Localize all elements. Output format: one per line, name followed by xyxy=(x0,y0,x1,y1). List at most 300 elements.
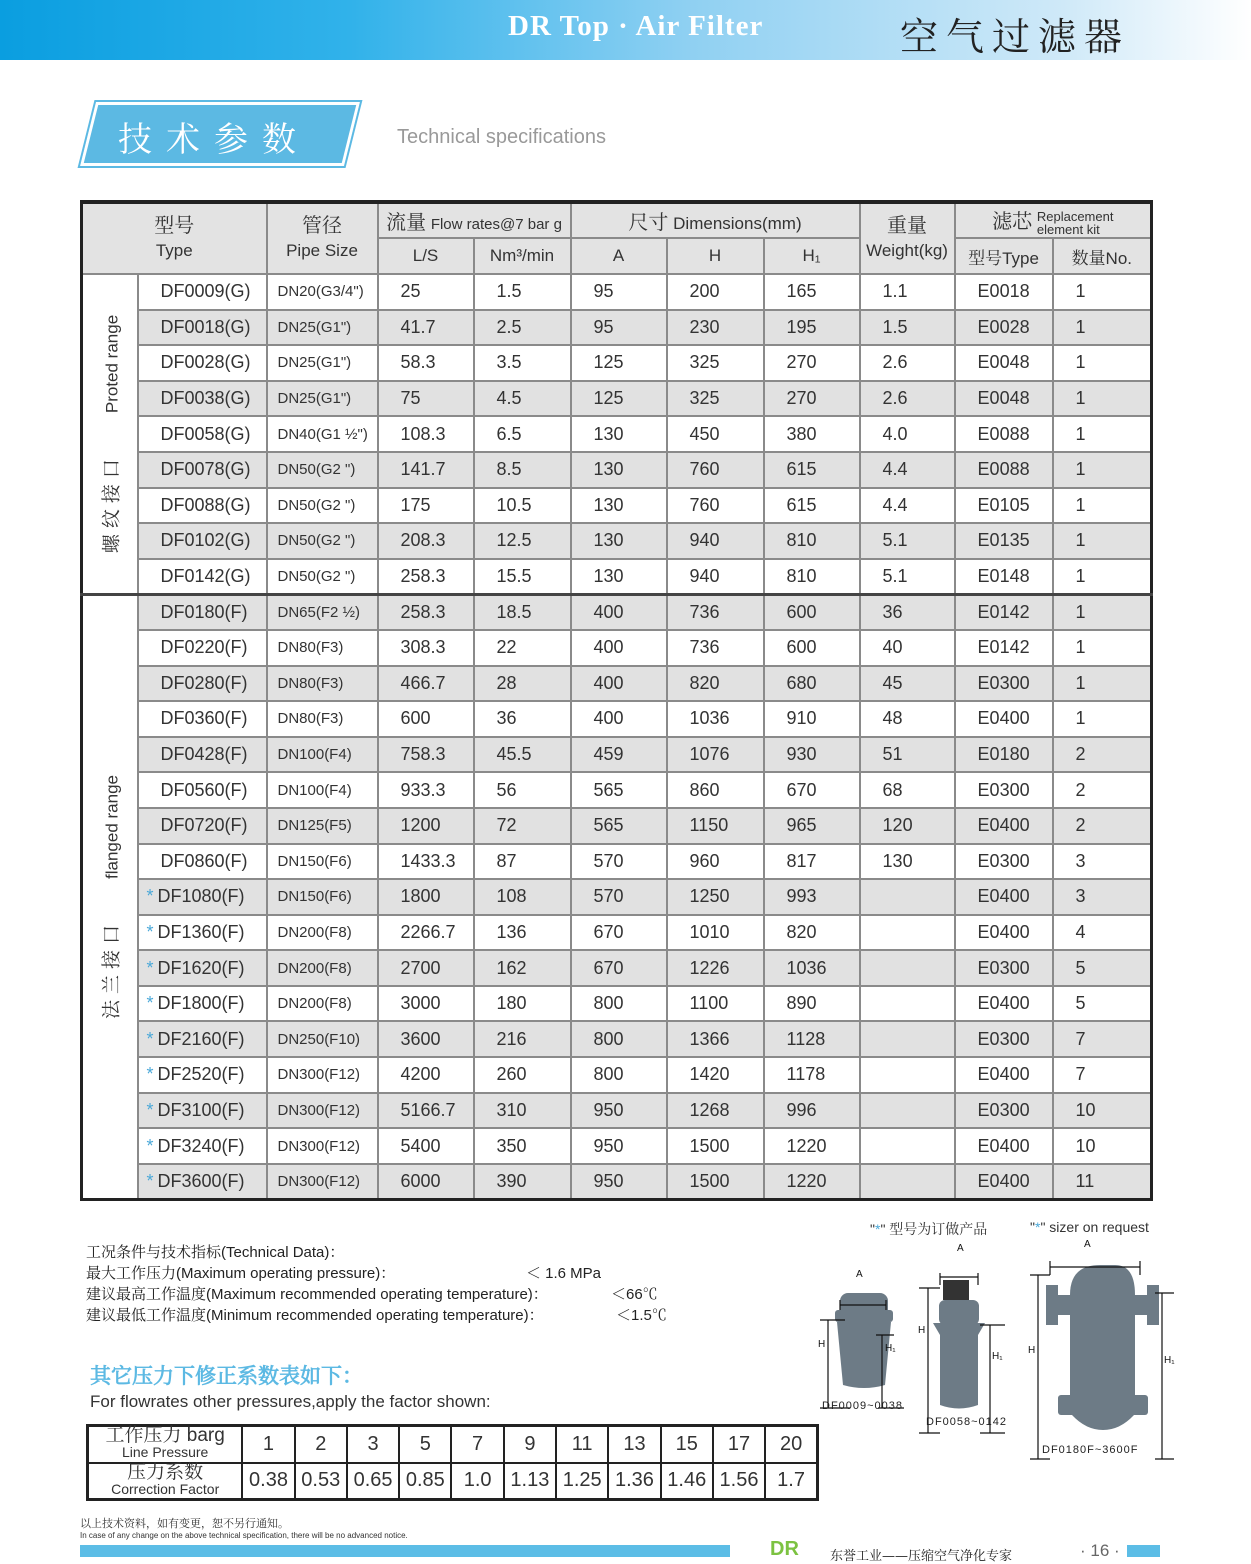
spec-table xyxy=(80,200,1153,1201)
cell-pipe: DN40(G1 ½") xyxy=(267,416,378,452)
header-h1: H₁ xyxy=(764,238,860,274)
cell-h: 450 xyxy=(667,416,764,452)
factor-value: 1.46 xyxy=(661,1463,713,1500)
cell-no: 7 xyxy=(1053,1021,1152,1057)
pressure-value: 11 xyxy=(556,1426,608,1463)
custom-star-icon: * xyxy=(146,886,154,907)
cell-ls: 933.3 xyxy=(378,772,474,808)
cell-ls: 3000 xyxy=(378,986,474,1022)
cell-no: 11 xyxy=(1053,1164,1152,1200)
cell-pipe: DN50(G2 ") xyxy=(267,559,378,595)
cell-kit: E0300 xyxy=(955,1093,1053,1129)
cell-ls: 308.3 xyxy=(378,630,474,666)
cell-a: 125 xyxy=(571,381,667,417)
cell-kit: E0048 xyxy=(955,345,1053,381)
cell-h1: 680 xyxy=(764,666,860,702)
cell-h: 860 xyxy=(667,772,764,808)
tech-data-title: 工况条件与技术指标(Technical Data)： xyxy=(86,1244,345,1261)
cell-w: 120 xyxy=(860,808,955,844)
cell-kit: E0400 xyxy=(955,808,1053,844)
cell-a: 400 xyxy=(571,666,667,702)
cell-pipe: DN200(F8) xyxy=(267,950,378,986)
cell-no: 5 xyxy=(1053,950,1152,986)
cell-nm: 162 xyxy=(474,950,571,986)
table-row xyxy=(82,1057,1152,1093)
cell-ls: 175 xyxy=(378,488,474,524)
cell-no: 1 xyxy=(1053,630,1152,666)
cell-w xyxy=(860,1057,955,1093)
pressure-value: 20 xyxy=(765,1426,817,1463)
figure-label: DF0009~0038 xyxy=(822,1400,904,1412)
cell-h: 940 xyxy=(667,523,764,559)
cell-ls: 466.7 xyxy=(378,666,474,702)
custom-star-icon: * xyxy=(146,1028,154,1049)
cell-w xyxy=(860,986,955,1022)
cell-type: DF0028(G) xyxy=(138,345,267,381)
table-row xyxy=(82,274,1152,310)
cell-pipe: DN300(F12) xyxy=(267,1093,378,1129)
cell-w xyxy=(860,1128,955,1164)
header-dimensions: 尺寸 Dimensions(mm) xyxy=(571,202,860,238)
cell-a: 130 xyxy=(571,559,667,595)
factor-value: 0.85 xyxy=(399,1463,451,1500)
header-pipe: 管径 Pipe Size xyxy=(267,202,378,274)
cell-kit: E0400 xyxy=(955,701,1053,737)
cell-w xyxy=(860,950,955,986)
custom-note-cn: "*" 型号为订做产品 xyxy=(870,1221,988,1237)
cell-nm: 1.5 xyxy=(474,274,571,310)
cell-kit: E0300 xyxy=(955,1021,1053,1057)
cell-a: 400 xyxy=(571,594,667,630)
cell-w: 1.1 xyxy=(860,274,955,310)
pressure-value: 2 xyxy=(295,1426,347,1463)
cell-h: 200 xyxy=(667,274,764,310)
cell-ls: 1433.3 xyxy=(378,844,474,880)
cell-a: 570 xyxy=(571,879,667,915)
cell-h1: 810 xyxy=(764,523,860,559)
cell-h1: 1128 xyxy=(764,1021,860,1057)
cell-pipe: DN300(F12) xyxy=(267,1164,378,1200)
cell-no: 1 xyxy=(1053,594,1152,630)
cell-kit: E0028 xyxy=(955,310,1053,346)
cell-h1: 890 xyxy=(764,986,860,1022)
cell-kit: E0142 xyxy=(955,594,1053,630)
dim-label-a: A xyxy=(957,1243,964,1254)
cell-pipe: DN150(F6) xyxy=(267,844,378,880)
cell-nm: 87 xyxy=(474,844,571,880)
tech-label: 建议最高工作温度(Maximum recommended operating temperature)： xyxy=(86,1286,548,1303)
figure-label: DF0180F~3600F xyxy=(1042,1444,1139,1456)
dim-label-h: H xyxy=(818,1339,826,1350)
cell-type: * DF3600(F) xyxy=(138,1164,267,1200)
header-kit-no: 数量No. xyxy=(1053,238,1152,274)
cell-h: 230 xyxy=(667,310,764,346)
custom-star-icon: * xyxy=(146,1099,154,1120)
cell-w: 45 xyxy=(860,666,955,702)
cell-nm: 4.5 xyxy=(474,381,571,417)
table-row xyxy=(82,381,1152,417)
pressure-value: 13 xyxy=(608,1426,660,1463)
table-row xyxy=(82,808,1152,844)
figure-label: DF0058~0142 xyxy=(926,1416,1008,1428)
header-title-cn: 空气过滤器 xyxy=(900,15,1131,59)
table-row xyxy=(82,559,1152,595)
footer-note-en: In case of any change on the above technical specification, there will be no advanced notice. xyxy=(80,1531,408,1540)
cell-no: 1 xyxy=(1053,488,1152,524)
factor-value: 1.0 xyxy=(451,1463,503,1500)
cell-nm: 108 xyxy=(474,879,571,915)
cell-pipe: DN80(F3) xyxy=(267,630,378,666)
cell-pipe: DN250(F10) xyxy=(267,1021,378,1057)
factor-value: 0.65 xyxy=(347,1463,399,1500)
footer-bar-right xyxy=(1127,1545,1160,1557)
cell-pipe: DN25(G1") xyxy=(267,381,378,417)
cell-ls: 2700 xyxy=(378,950,474,986)
cell-h: 1010 xyxy=(667,915,764,951)
pressure-factor-table xyxy=(86,1424,819,1501)
cell-type: * DF1360(F) xyxy=(138,915,267,951)
cell-kit: E0105 xyxy=(955,488,1053,524)
pressure-value: 9 xyxy=(504,1426,556,1463)
cell-no: 2 xyxy=(1053,772,1152,808)
cell-type: DF0428(F) xyxy=(138,737,267,773)
cell-pipe: DN50(G2 ") xyxy=(267,488,378,524)
cell-type: DF0018(G) xyxy=(138,310,267,346)
cell-no: 1 xyxy=(1053,345,1152,381)
table-row xyxy=(82,345,1152,381)
cell-kit: E0180 xyxy=(955,737,1053,773)
cell-h1: 670 xyxy=(764,772,860,808)
table-row xyxy=(82,594,1152,630)
cell-h1: 270 xyxy=(764,381,860,417)
header-ls: L/S xyxy=(378,238,474,274)
tech-value: ＜ 1.6 MPa xyxy=(526,1265,602,1282)
cell-a: 950 xyxy=(571,1093,667,1129)
cell-pipe: DN50(G2 ") xyxy=(267,452,378,488)
cell-ls: 258.3 xyxy=(378,594,474,630)
cell-ls: 258.3 xyxy=(378,559,474,595)
cell-no: 4 xyxy=(1053,915,1152,951)
cell-no: 7 xyxy=(1053,1057,1152,1093)
cell-type: DF0280(F) xyxy=(138,666,267,702)
factor-label: 压力系数 Correction Factor xyxy=(88,1463,243,1500)
table-row xyxy=(82,1093,1152,1129)
cell-ls: 208.3 xyxy=(378,523,474,559)
cell-pipe: DN125(F5) xyxy=(267,808,378,844)
cell-h1: 817 xyxy=(764,844,860,880)
cell-nm: 6.5 xyxy=(474,416,571,452)
cell-h: 1036 xyxy=(667,701,764,737)
cell-nm: 36 xyxy=(474,701,571,737)
table-row xyxy=(82,950,1152,986)
cell-type: DF0180(F) xyxy=(138,594,267,630)
pressure-row xyxy=(88,1426,818,1463)
cell-h1: 270 xyxy=(764,345,860,381)
group-label: 螺纹接口Proted range xyxy=(82,274,138,594)
cell-kit: E0400 xyxy=(955,1128,1053,1164)
cell-type: DF0038(G) xyxy=(138,381,267,417)
cell-h: 820 xyxy=(667,666,764,702)
cell-h: 1226 xyxy=(667,950,764,986)
custom-star-icon: * xyxy=(146,1135,154,1156)
cell-nm: 12.5 xyxy=(474,523,571,559)
cell-w xyxy=(860,915,955,951)
table-row xyxy=(82,701,1152,737)
table-row xyxy=(82,310,1152,346)
cell-w xyxy=(860,1164,955,1200)
group-label: 法兰接口flanged range xyxy=(82,594,138,1199)
cell-w: 40 xyxy=(860,630,955,666)
cell-ls: 141.7 xyxy=(378,452,474,488)
factor-subtitle: For flowrates other pressures,apply the factor shown: xyxy=(90,1392,491,1411)
header-kit: 滤芯 Replacement element kit xyxy=(955,202,1152,238)
cell-pipe: DN100(F4) xyxy=(267,737,378,773)
pressure-value: 5 xyxy=(399,1426,451,1463)
factor-title: 其它压力下修正系数表如下： xyxy=(90,1363,363,1388)
header-type: 型号 Type xyxy=(82,202,267,274)
technical-data xyxy=(86,1242,667,1326)
cell-no: 1 xyxy=(1053,310,1152,346)
cell-no: 1 xyxy=(1053,523,1152,559)
cell-ls: 1200 xyxy=(378,808,474,844)
cell-no: 1 xyxy=(1053,381,1152,417)
cell-h: 736 xyxy=(667,594,764,630)
cell-h1: 820 xyxy=(764,915,860,951)
cell-ls: 108.3 xyxy=(378,416,474,452)
cell-kit: E0088 xyxy=(955,452,1053,488)
dr-logo: DR xyxy=(770,1538,799,1560)
cell-ls: 4200 xyxy=(378,1057,474,1093)
cell-a: 800 xyxy=(571,1057,667,1093)
cell-pipe: DN200(F8) xyxy=(267,915,378,951)
cell-w: 5.1 xyxy=(860,559,955,595)
table-row xyxy=(82,488,1152,524)
cell-h: 1100 xyxy=(667,986,764,1022)
cell-w: 2.6 xyxy=(860,345,955,381)
cell-h1: 1036 xyxy=(764,950,860,986)
cell-w: 4.4 xyxy=(860,488,955,524)
cell-pipe: DN200(F8) xyxy=(267,986,378,1022)
cell-h: 960 xyxy=(667,844,764,880)
section-title-cn: 技术参数 xyxy=(118,120,310,160)
cell-a: 565 xyxy=(571,808,667,844)
dim-label-a: A xyxy=(856,1269,863,1280)
cell-nm: 22 xyxy=(474,630,571,666)
cell-w xyxy=(860,1093,955,1129)
cell-type: * DF2520(F) xyxy=(138,1057,267,1093)
cell-pipe: DN80(F3) xyxy=(267,701,378,737)
cell-h1: 380 xyxy=(764,416,860,452)
cell-h: 325 xyxy=(667,381,764,417)
cell-a: 950 xyxy=(571,1128,667,1164)
cell-h1: 1220 xyxy=(764,1128,860,1164)
cell-a: 459 xyxy=(571,737,667,773)
cell-kit: E0400 xyxy=(955,1057,1053,1093)
cell-h: 1420 xyxy=(667,1057,764,1093)
cell-pipe: DN25(G1") xyxy=(267,345,378,381)
header-title-en: DR Top · Air Filter xyxy=(508,10,764,42)
cell-pipe: DN25(G1") xyxy=(267,310,378,346)
cell-a: 95 xyxy=(571,310,667,346)
factor-value: 1.25 xyxy=(556,1463,608,1500)
pressure-value: 1 xyxy=(242,1426,294,1463)
cell-h: 736 xyxy=(667,630,764,666)
cell-h1: 993 xyxy=(764,879,860,915)
medium-filter-figure xyxy=(933,1280,985,1409)
header-weight: 重量 Weight(kg) xyxy=(860,202,955,274)
cell-ls: 6000 xyxy=(378,1164,474,1200)
dim-label-h1: H₁ xyxy=(992,1351,1003,1362)
cell-type: DF0088(G) xyxy=(138,488,267,524)
cell-nm: 72 xyxy=(474,808,571,844)
table-row xyxy=(82,879,1152,915)
cell-w: 1.5 xyxy=(860,310,955,346)
large-filter-figure xyxy=(1046,1265,1159,1430)
tech-label: 建议最低工作温度(Minimum recommended operating temperature)： xyxy=(86,1307,544,1324)
cell-w: 4.0 xyxy=(860,416,955,452)
cell-pipe: DN150(F6) xyxy=(267,879,378,915)
cell-type: DF0220(F) xyxy=(138,630,267,666)
cell-a: 400 xyxy=(571,630,667,666)
tech-value: ＜66℃ xyxy=(611,1286,658,1303)
table-row xyxy=(82,737,1152,773)
tech-label: 最大工作压力(Maximum operating pressure)： xyxy=(86,1265,396,1282)
factor-value: 1.36 xyxy=(608,1463,660,1500)
cell-type: * DF1080(F) xyxy=(138,879,267,915)
cell-ls: 41.7 xyxy=(378,310,474,346)
cell-no: 5 xyxy=(1053,986,1152,1022)
cell-type: * DF1800(F) xyxy=(138,986,267,1022)
cell-kit: E0300 xyxy=(955,666,1053,702)
cell-kit: E0400 xyxy=(955,915,1053,951)
cell-pipe: DN65(F2 ½) xyxy=(267,594,378,630)
cell-ls: 600 xyxy=(378,701,474,737)
cell-no: 1 xyxy=(1053,452,1152,488)
header-a: A xyxy=(571,238,667,274)
cell-h: 1076 xyxy=(667,737,764,773)
table-row xyxy=(82,844,1152,880)
cell-type: DF0142(G) xyxy=(138,559,267,595)
custom-star-icon: * xyxy=(146,993,154,1014)
cell-h: 1250 xyxy=(667,879,764,915)
cell-type: DF0720(F) xyxy=(138,808,267,844)
cell-kit: E0048 xyxy=(955,381,1053,417)
cell-type: * DF1620(F) xyxy=(138,950,267,986)
cell-nm: 2.5 xyxy=(474,310,571,346)
cell-w: 4.4 xyxy=(860,452,955,488)
top-banner xyxy=(0,0,1251,60)
cell-ls: 2266.7 xyxy=(378,915,474,951)
dim-label-h: H xyxy=(1028,1345,1036,1356)
cell-a: 130 xyxy=(571,416,667,452)
dim-label-a: A xyxy=(1084,1239,1091,1250)
cell-a: 130 xyxy=(571,488,667,524)
cell-w xyxy=(860,1021,955,1057)
cell-h1: 615 xyxy=(764,488,860,524)
header-nm: Nm³/min xyxy=(474,238,571,274)
section-title-en: Technical specifications xyxy=(397,126,606,148)
cell-w: 130 xyxy=(860,844,955,880)
cell-a: 570 xyxy=(571,844,667,880)
cell-no: 10 xyxy=(1053,1093,1152,1129)
table-row xyxy=(82,986,1152,1022)
cell-no: 3 xyxy=(1053,879,1152,915)
factor-row xyxy=(88,1463,818,1500)
cell-h1: 1178 xyxy=(764,1057,860,1093)
cell-kit: E0088 xyxy=(955,416,1053,452)
cell-ls: 758.3 xyxy=(378,737,474,773)
cell-h: 1500 xyxy=(667,1164,764,1200)
cell-pipe: DN100(F4) xyxy=(267,772,378,808)
cell-w: 48 xyxy=(860,701,955,737)
table-row xyxy=(82,416,1152,452)
cell-a: 800 xyxy=(571,986,667,1022)
cell-h: 760 xyxy=(667,452,764,488)
cell-ls: 5166.7 xyxy=(378,1093,474,1129)
table-row xyxy=(82,666,1152,702)
cell-a: 130 xyxy=(571,452,667,488)
cell-kit: E0300 xyxy=(955,772,1053,808)
cell-ls: 5400 xyxy=(378,1128,474,1164)
cell-a: 670 xyxy=(571,950,667,986)
cell-h1: 615 xyxy=(764,452,860,488)
cell-nm: 310 xyxy=(474,1093,571,1129)
cell-nm: 136 xyxy=(474,915,571,951)
cell-h1: 195 xyxy=(764,310,860,346)
cell-nm: 260 xyxy=(474,1057,571,1093)
cell-pipe: DN80(F3) xyxy=(267,666,378,702)
cell-w: 2.6 xyxy=(860,381,955,417)
cell-h1: 1220 xyxy=(764,1164,860,1200)
cell-no: 2 xyxy=(1053,808,1152,844)
table-row xyxy=(82,523,1152,559)
cell-kit: E0400 xyxy=(955,1164,1053,1200)
table-row xyxy=(82,452,1152,488)
cell-nm: 45.5 xyxy=(474,737,571,773)
cell-type: DF0009(G) xyxy=(138,274,267,310)
pressure-value: 7 xyxy=(451,1426,503,1463)
cell-nm: 10.5 xyxy=(474,488,571,524)
cell-type: DF0360(F) xyxy=(138,701,267,737)
cell-no: 3 xyxy=(1053,844,1152,880)
cell-w: 5.1 xyxy=(860,523,955,559)
factor-value: 0.38 xyxy=(242,1463,294,1500)
table-row xyxy=(82,630,1152,666)
cell-h: 1366 xyxy=(667,1021,764,1057)
footer-note-cn: 以上技术资料，如有变更，恕不另行通知。 xyxy=(80,1518,289,1530)
cell-type: DF0058(G) xyxy=(138,416,267,452)
pressure-value: 3 xyxy=(347,1426,399,1463)
cell-nm: 3.5 xyxy=(474,345,571,381)
cell-w: 51 xyxy=(860,737,955,773)
table-row xyxy=(82,915,1152,951)
cell-kit: E0300 xyxy=(955,844,1053,880)
cell-no: 1 xyxy=(1053,416,1152,452)
cell-type: DF0078(G) xyxy=(138,452,267,488)
cell-nm: 56 xyxy=(474,772,571,808)
cell-kit: E0135 xyxy=(955,523,1053,559)
cell-h1: 810 xyxy=(764,559,860,595)
cell-a: 800 xyxy=(571,1021,667,1057)
cell-nm: 28 xyxy=(474,666,571,702)
cell-no: 1 xyxy=(1053,559,1152,595)
cell-kit: E0300 xyxy=(955,950,1053,986)
cell-pipe: DN50(G2 ") xyxy=(267,523,378,559)
cell-nm: 18.5 xyxy=(474,594,571,630)
custom-star-icon: * xyxy=(146,921,154,942)
cell-h: 1268 xyxy=(667,1093,764,1129)
dim-label-h1: H₁ xyxy=(885,1343,896,1354)
